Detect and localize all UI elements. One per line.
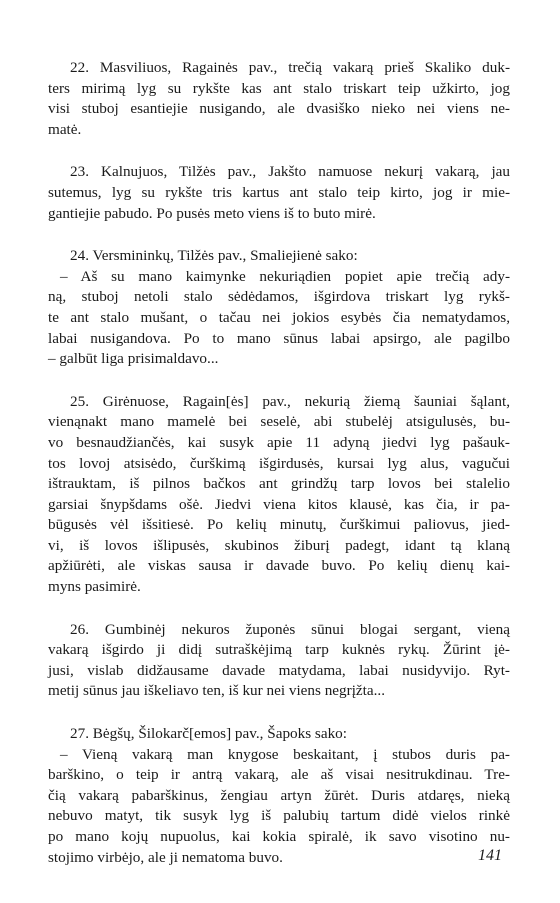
text-line: vienąnakt mano mamelė bei seselė, abi stubelėj atsigulusės, bu- — [48, 413, 510, 431]
text-line: barškino, o teip ir antrą vakarą, ale aš visai nesitrukdinau. Tre- — [48, 766, 510, 784]
text-line: vakarą išgirdo ji didį sutraškėjimą tarp kuknės rykų. Žūrint įė- — [48, 641, 510, 659]
text-line: nebuvo matyt, tik susyk lyg iš palubių tartum didė vielos rinkė — [48, 807, 510, 825]
page-number: 141 — [478, 847, 502, 864]
entry-27 — [48, 724, 510, 868]
text-line: būgusės vėl išsitiesė. Po kelių minutų, čurškimui paliovus, jied- — [48, 516, 510, 534]
entry-23 — [48, 162, 510, 224]
text-line: vo besnaudžiančės, kai susyk apie 11 adyną jiedvi lyg pašauk- — [48, 433, 510, 451]
text-line: stojimo virbėjo, ale ji nematoma buvo. — [48, 848, 283, 866]
text-line: vi, iš lovos išlipusės, skubinos žiburį padegt, idant tą klaną — [48, 536, 510, 554]
text-line: visi stuboj esantiejie nusigando, ale dvasiško nieko nei viens ne- — [48, 100, 510, 118]
text-line: 27. Bėgšų, Šilokarč[emos] pav., Šapoks sako: — [70, 725, 347, 743]
text-line: metij sūnus jau iškeliavo ten, iš kur nei viens negrįžta... — [48, 682, 386, 700]
text-line: 26. Gumbinėj nekuros župonės sūnui blogai sergant, vieną — [70, 620, 510, 638]
entry-26 — [48, 620, 510, 702]
entry-24 — [48, 246, 510, 370]
text-line: labai nusigandova. Po to mano sūnus labai apsirgo, ale pagilbo — [48, 329, 510, 347]
text-line: 24. Versmininkų, Tilžės pav., Smaliejienė sako: — [70, 247, 358, 265]
text-line: – Vieną vakarą man knygose beskaitant, į stubos duris pa- — [60, 745, 510, 763]
text-line: sutemus, lyg su rykšte tris kartus ant stalo teip kirto, jog ir mie- — [48, 183, 510, 201]
text-line: tos lovoj atsisėdo, čurškimą išgirdusės, kursai lyg alus, vagučui — [48, 454, 510, 472]
text-line: – galbūt liga prisimaldavo... — [48, 350, 219, 368]
text-line: 23. Kalnujuos, Tilžės pav., Jakšto namuose nekurį vakarą, jau — [70, 163, 510, 181]
text-line: apžiūrėti, ale viskas sausa ir davade buvo. Po kelių dienų kai- — [48, 557, 510, 575]
text-line: jusi, vislab didžausame davade matydama, labai nusidyvijo. Ryt- — [48, 661, 510, 679]
text-line: myns pasimirė. — [48, 578, 141, 596]
text-line: ną, stuboj netoli stalo sėdėdamos, išgirdova triskart lyg rykš- — [48, 288, 510, 306]
text-line: ištrauktam, iš pilnos bačkos ant grindžų tarp lovos bei stalelio — [48, 475, 510, 493]
text-line: te ant stalo mušant, o tačau nei jokios esybės čia nematydamos, — [48, 308, 510, 326]
page-body — [48, 58, 510, 890]
text-line: – Aš su mano kaimynke nekuriądien popiet apie trečią ady- — [60, 267, 510, 285]
text-line: matė. — [48, 120, 82, 138]
text-line: 22. Masviliuos, Ragainės pav., trečią vakarą prieš Skaliko duk- — [70, 59, 510, 76]
text-line: po mano kojų nupuolus, kai kokia spiralė, ik savo visotino nu- — [48, 828, 510, 845]
text-line: 25. Girėnuose, Ragain[ės] pav., nekurią žiemą šauniai šąlant, — [70, 392, 510, 410]
text-line: gantiejie pabudo. Po pusės meto viens iš to buto mirė. — [48, 204, 376, 222]
entry-22 — [48, 58, 510, 140]
text-line: ters mirimą lyg su rykšte kas ant stalo triskart teip užkirto, jog — [48, 79, 510, 97]
entry-25 — [48, 392, 510, 598]
text-line: garsiai šnypšdams ošė. Jiedvi viena kitos klausė, kas čia, ir pa- — [48, 495, 510, 513]
text-line: čią vakarą pabarškinus, žengiau artyn žūrėt. Duris atdaręs, nieką — [48, 786, 510, 804]
